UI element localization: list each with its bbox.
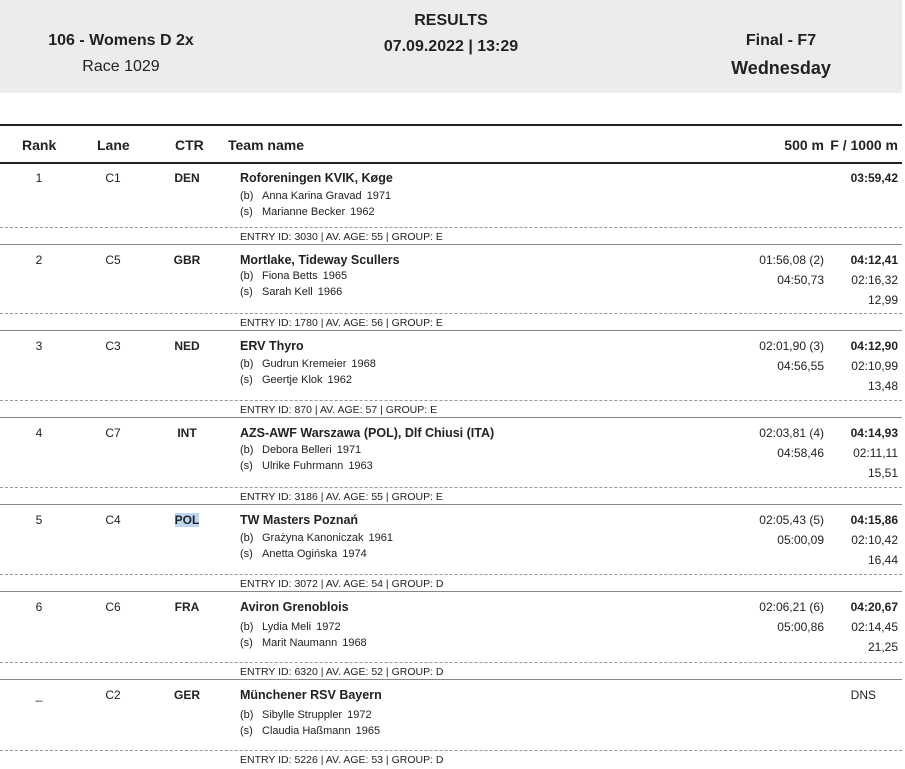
entry-info: ENTRY ID: 3030 | AV. AGE: 55 | GROUP: E [0,227,902,244]
table-row [0,162,902,245]
table-row [0,504,902,592]
event-name: 106 - Womens D 2x [48,32,194,49]
race-day: Wednesday [731,58,831,78]
team-name: Roforeningen KVIK, Køge [240,171,393,185]
table-row [0,591,902,680]
final-time: 03:59,42 [850,171,898,185]
country-code[interactable] [148,513,226,527]
entry-info: ENTRY ID: 5226 | AV. AGE: 53 | GROUP: D [0,750,902,767]
rower-stroke: (s) Claudia Haßmann 1965 [240,725,381,737]
rower-stroke: (s) Anetta Ogińska 1974 [240,548,367,560]
rank: 3 [35,339,43,353]
split-500m: 01:56,08 (2) [759,253,824,267]
rower-stroke: (s) Marit Naumann 1968 [240,637,367,649]
entry-info: ENTRY ID: 3186 | AV. AGE: 55 | GROUP: E [0,487,902,504]
team-name: Mortlake, Tideway Scullers [240,253,400,267]
split-500m: 02:03,81 (4) [759,426,824,440]
race-datetime: 07.09.2022 | 13:29 [383,38,519,55]
entry-info: ENTRY ID: 6320 | AV. AGE: 52 | GROUP: D [0,662,902,679]
rower-stroke: (s) Sarah Kell 1966 [240,286,343,298]
col-country: CTR [175,137,204,153]
team-name: TW Masters Poznań [240,513,359,527]
split-500m-second: 05:00,09 [777,533,824,547]
rank: 2 [35,253,43,267]
lane: C6 [105,600,121,614]
split-500m-second: 04:56,55 [777,359,824,373]
rower-stroke: (s) Geertje Klok 1962 [240,374,353,386]
results-header [0,0,902,93]
team-name: AZS-AWF Warszawa (POL), Dlf Chiusi (ITA) [240,426,495,440]
rower-bow: (b) Debora Belleri 1971 [240,444,362,456]
entry-info: ENTRY ID: 870 | AV. AGE: 57 | GROUP: E [0,400,902,417]
final-time: 04:12,41 [850,253,898,267]
split-500m: 02:01,90 (3) [759,339,824,353]
team-name: ERV Thyro [240,339,304,353]
rower-bow: (b) Fiona Betts 1965 [240,270,348,282]
time-difference: 12,99 [867,293,898,307]
rank: 4 [35,426,43,440]
split-500m-second: 04:58,46 [777,446,824,460]
country-code: FRA [174,600,200,614]
final-time: 04:20,67 [850,600,898,614]
col-500m: 500 m [784,137,824,153]
country-code: INT [177,426,197,440]
rower-bow: (b) Gudrun Kremeier 1968 [240,358,376,370]
column-headers [0,124,902,164]
table-row [0,244,902,331]
rower-bow: (b) Grażyna Kanoniczak 1961 [240,532,393,544]
split-500m-second: 04:50,73 [777,273,824,287]
time-difference: 13,48 [867,379,898,393]
col-rank: Rank [22,137,57,153]
results-title: RESULTS [414,12,488,29]
rower-stroke: (s) Ulrike Fuhrmann 1963 [240,460,373,472]
time-difference: 15,51 [867,466,898,480]
country-code: GER [173,688,200,702]
entry-info: ENTRY ID: 3072 | AV. AGE: 54 | GROUP: D [0,574,902,591]
rower-bow: (b) Anna Karina Gravad 1971 [240,190,392,202]
rower-bow: (b) Sibylle Struppler 1972 [240,709,372,721]
time-1000m: 02:11,11 [853,446,898,460]
time-difference: 16,44 [867,553,898,567]
rower-bow: (b) Lydia Meli 1972 [240,621,341,633]
final-time: 04:12,90 [850,339,898,353]
selected-text[interactable]: POL [174,513,200,527]
rank: 6 [35,600,43,614]
lane: C2 [105,688,121,702]
lane: C4 [105,513,121,527]
col-lane: Lane [97,137,130,153]
country-code: GBR [173,253,201,267]
col-final-1000m: F / 1000 m [830,137,898,153]
country-code: NED [174,339,200,353]
split-500m: 02:06,21 (6) [759,600,824,614]
lane: C5 [105,253,121,267]
time-1000m: 02:10,42 [851,533,898,547]
rank: 1 [35,171,43,185]
race-phase: Final - F7 [745,32,817,49]
final-time: 04:14,93 [850,426,898,440]
table-row [0,679,902,769]
split-500m-second: 05:00,86 [777,620,824,634]
time-1000m: 02:16,32 [851,273,898,287]
race-number: Race 1029 [82,58,160,75]
entry-info: ENTRY ID: 1780 | AV. AGE: 56 | GROUP: E [0,313,902,330]
rank: _ [35,688,43,702]
table-row [0,330,902,418]
rank: 5 [35,513,43,527]
final-time: 04:15,86 [850,513,898,527]
lane: C3 [105,339,121,353]
table-row [0,417,902,505]
lane: C1 [105,171,121,185]
col-team-name: Team name [228,137,304,153]
country-code: DEN [174,171,200,185]
team-name: Aviron Grenoblois [240,600,349,614]
time-1000m: 02:10,99 [851,359,898,373]
time-1000m: 02:14,45 [851,620,898,634]
split-500m: 02:05,43 (5) [759,513,824,527]
rower-stroke: (s) Marianne Becker 1962 [240,206,375,218]
status-dns: DNS [850,688,876,702]
time-difference: 21,25 [867,640,898,654]
lane: C7 [105,426,121,440]
team-name: Münchener RSV Bayern [240,688,382,702]
